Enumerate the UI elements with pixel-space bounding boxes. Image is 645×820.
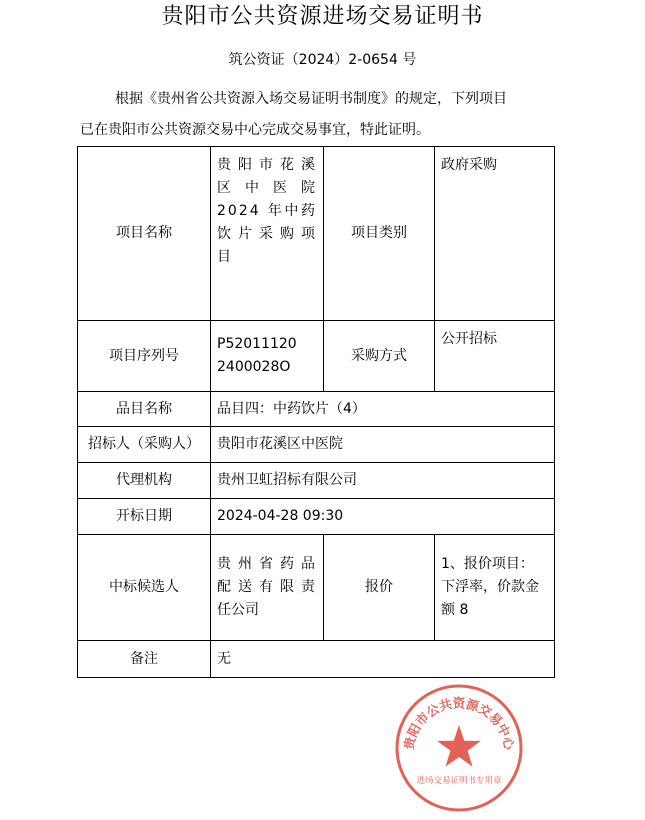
candidate-value xyxy=(211,535,324,641)
row-remark xyxy=(78,641,555,678)
seal-outer-text: 贵阳市公共资源交易中心 xyxy=(400,695,518,751)
project-name-value xyxy=(211,147,324,321)
row-tenderer xyxy=(78,427,555,463)
price-line: 额 8 xyxy=(441,602,469,618)
project-name-line: 区中医院 xyxy=(217,180,317,196)
project-name-label: 项目名称 xyxy=(78,147,211,321)
serial-line: P52011120 xyxy=(217,336,297,352)
intro-line-2: 已在贵阳市公共资源交易中心完成交易事宜，特此证明。 xyxy=(80,122,430,138)
open-date-value: 2024-04-28 09:30 xyxy=(211,499,555,535)
official-seal xyxy=(394,683,524,813)
project-type-value: 政府采购 xyxy=(435,147,555,321)
seal-inner-text: 进场交易证明书专用章 xyxy=(416,776,502,786)
row-item xyxy=(78,392,555,427)
seal-star-icon xyxy=(437,725,481,767)
item-value: 品目四：中药饮片（4） xyxy=(211,392,555,427)
price-line: 1、报价项目： xyxy=(441,556,534,572)
project-type-label: 项目类别 xyxy=(324,147,435,321)
project-name-line: 目 xyxy=(217,249,231,265)
price-label: 报价 xyxy=(324,535,435,641)
price-line: 下浮率，价款金 xyxy=(441,579,539,595)
candidate-line: 任公司 xyxy=(217,602,259,618)
serial-line: 2400028O xyxy=(217,359,291,375)
row-project-name xyxy=(78,147,555,321)
tenderer-label: 招标人（采购人） xyxy=(78,427,211,463)
method-label: 采购方式 xyxy=(324,321,435,392)
item-label: 品目名称 xyxy=(78,392,211,427)
serial-value xyxy=(211,321,324,392)
row-candidate xyxy=(78,535,555,641)
project-name-line: 贵阳市花溪 xyxy=(217,157,317,173)
project-name-line: 饮片采购项 xyxy=(217,226,317,242)
document-title: 贵阳市公共资源进场交易证明书 xyxy=(161,4,484,29)
candidate-line: 配送有限责 xyxy=(217,579,317,595)
candidate-line: 贵州省药品 xyxy=(217,556,317,572)
intro-line-1: 根据《贵州省公共资源入场交易证明书制度》的规定，下列项目 xyxy=(115,91,507,107)
project-name-line: 2024 年中药 xyxy=(217,203,317,219)
certificate-table xyxy=(77,146,555,678)
row-agent xyxy=(78,463,555,499)
intro-paragraph xyxy=(80,84,560,146)
method-value: 公开招标 xyxy=(435,321,555,392)
open-date-label: 开标日期 xyxy=(78,499,211,535)
candidate-label: 中标候选人 xyxy=(78,535,211,641)
remark-value: 无 xyxy=(211,641,555,678)
document-number: 筑公资证（2024）2-0654 号 xyxy=(228,52,417,68)
tenderer-value: 贵阳市花溪区中医院 xyxy=(211,427,555,463)
remark-label: 备注 xyxy=(78,641,211,678)
row-serial xyxy=(78,321,555,392)
serial-label: 项目序列号 xyxy=(78,321,211,392)
price-value xyxy=(435,535,555,641)
agent-label: 代理机构 xyxy=(78,463,211,499)
agent-value: 贵州卫虹招标有限公司 xyxy=(211,463,555,499)
row-open-date xyxy=(78,499,555,535)
